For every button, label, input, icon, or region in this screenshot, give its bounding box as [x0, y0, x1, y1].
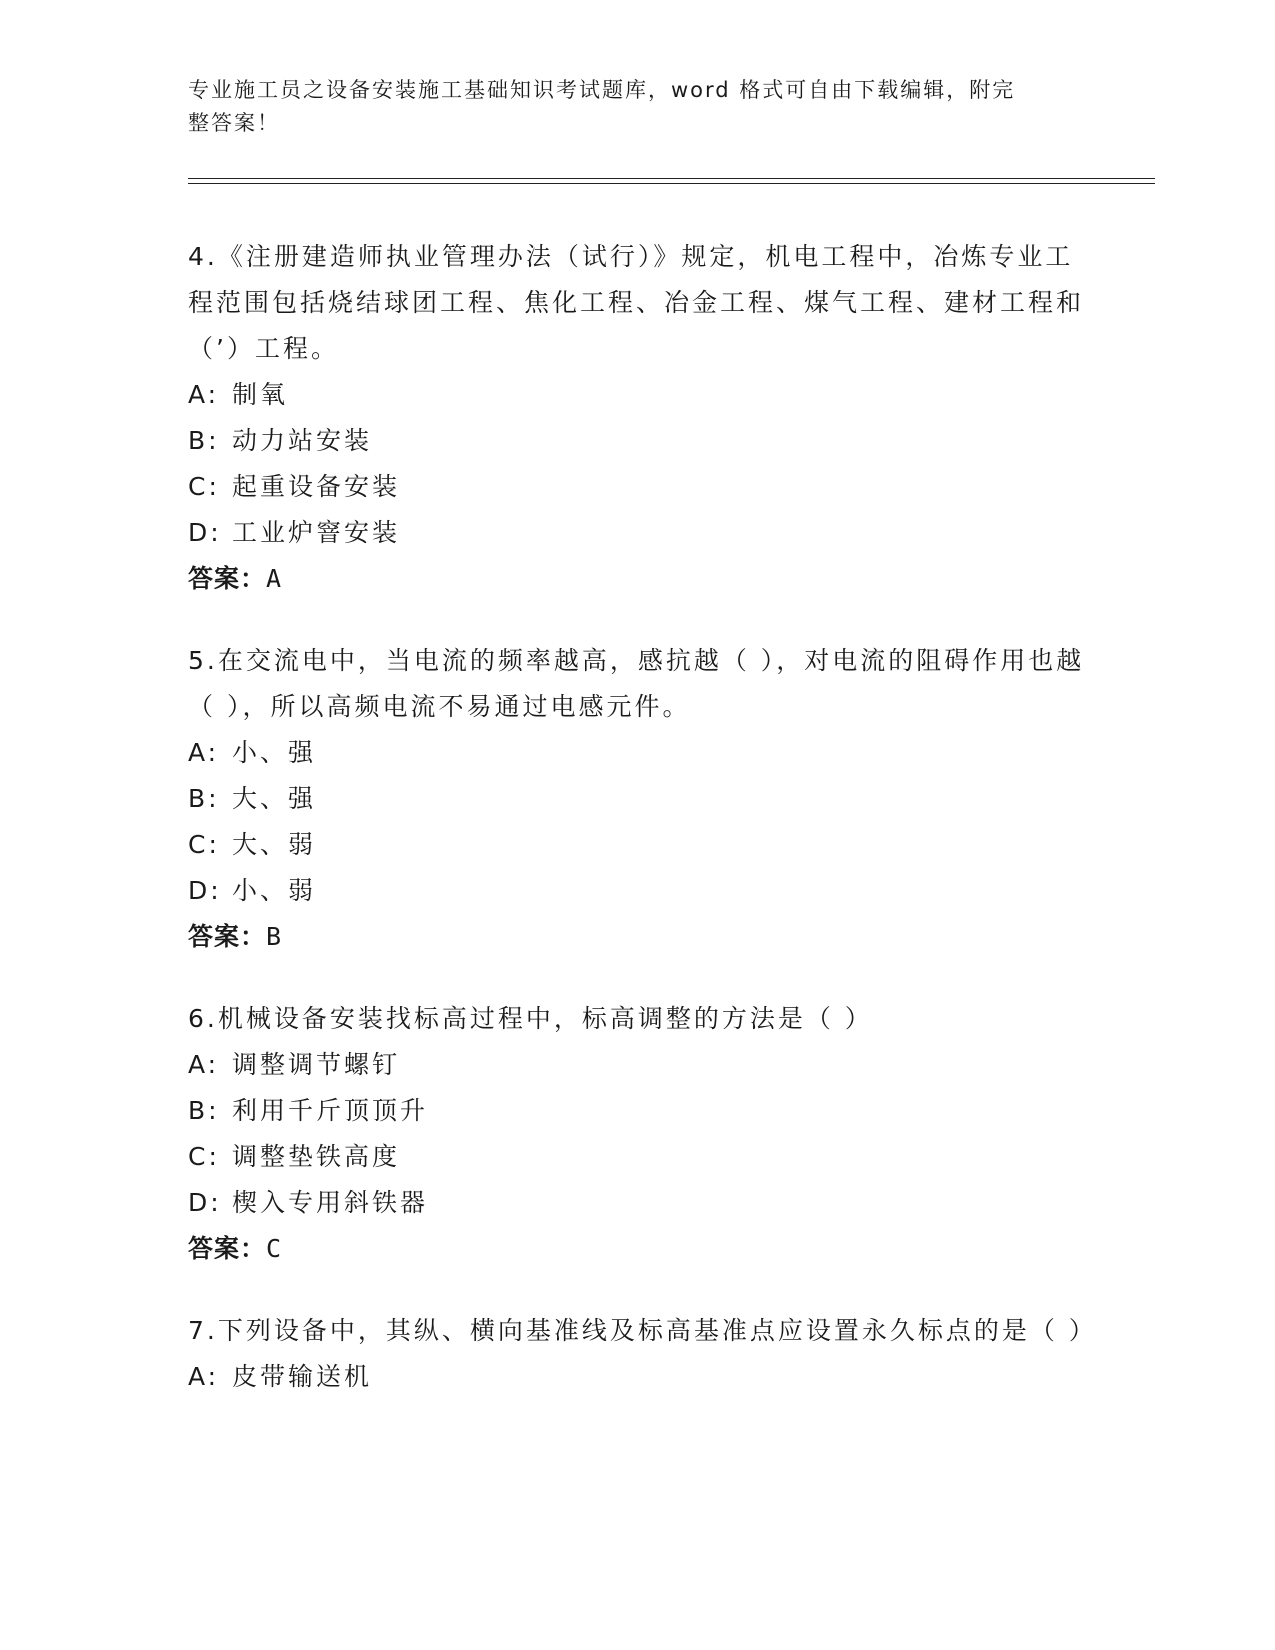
- question-text: 4.《注册建造师执业管理办法（试行）》规定，机电工程中，冶炼专业工程范围包括烧结球团工程、焦化工程、冶金工程、煤气工程、建材工程和（’）工程。: [188, 242, 1085, 363]
- answer-line: [188, 914, 1088, 960]
- option-text: 皮带输送机: [232, 1362, 373, 1391]
- option-text: 大、弱: [232, 830, 317, 859]
- answer-line: [188, 556, 1088, 602]
- answer-value: A: [266, 564, 283, 593]
- option-text: 调整调节螺钉: [232, 1050, 401, 1079]
- answer-label: 答案：: [188, 564, 267, 593]
- option-c: [188, 1134, 1088, 1180]
- answer-label: 答案：: [188, 922, 267, 951]
- option-letter: B:: [188, 1096, 220, 1125]
- question-list: [188, 234, 1097, 1436]
- answer-value: C: [266, 1234, 283, 1263]
- option-text: 小、强: [232, 738, 317, 767]
- header-line-2: 整答案！: [188, 111, 280, 135]
- option-a: [188, 1042, 1088, 1088]
- answer-value: B: [266, 922, 283, 951]
- option-c: [188, 822, 1088, 868]
- option-text: 制氧: [232, 380, 289, 409]
- option-a: [188, 372, 1088, 418]
- option-text: 调整垫铁高度: [232, 1142, 401, 1171]
- option-letter: C:: [188, 472, 220, 501]
- option-letter: D:: [188, 1188, 222, 1217]
- document-header: [188, 74, 1068, 140]
- option-a: [188, 730, 1088, 776]
- option-text: 利用千斤顶顶升: [232, 1096, 429, 1125]
- option-letter: B:: [188, 784, 220, 813]
- option-letter: A:: [188, 738, 220, 767]
- option-letter: C:: [188, 1142, 220, 1171]
- question-text: 6.机械设备安装找标高过程中，标高调整的方法是（ ）: [188, 1004, 873, 1033]
- question-6: [188, 996, 1088, 1272]
- option-text: 楔入专用斜铁器: [232, 1188, 429, 1217]
- header-line-1: 专业施工员之设备安装施工基础知识考试题库，word 格式可自由下载编辑，附完: [188, 78, 1016, 102]
- option-text: 大、强: [232, 784, 317, 813]
- option-letter: A:: [188, 1050, 220, 1079]
- option-d: [188, 868, 1088, 914]
- option-b: [188, 1088, 1088, 1134]
- option-b: [188, 418, 1088, 464]
- option-c: [188, 464, 1088, 510]
- option-letter: B:: [188, 426, 220, 455]
- question-text: 7.下列设备中，其纵、横向基准线及标高基准点应设置永久标点的是（ ）: [188, 1316, 1097, 1345]
- question-text: 5.在交流电中，当电流的频率越高，感抗越（ ），对电流的阻碍作用也越（ ），所以高频电流不易通过电感元件。: [188, 646, 1085, 721]
- header-divider-top: [188, 178, 1155, 179]
- answer-line: [188, 1226, 1088, 1272]
- option-text: 动力站安装: [232, 426, 373, 455]
- option-d: [188, 1180, 1088, 1226]
- option-d: [188, 510, 1088, 556]
- option-text: 小、弱: [232, 876, 317, 905]
- option-letter: C:: [188, 830, 220, 859]
- option-letter: A:: [188, 380, 220, 409]
- answer-label: 答案：: [188, 1234, 267, 1263]
- option-text: 工业炉窨安装: [232, 518, 401, 547]
- option-text: 起重设备安装: [232, 472, 401, 501]
- option-a: [188, 1354, 1088, 1400]
- option-letter: A:: [188, 1362, 220, 1391]
- option-letter: D:: [188, 518, 222, 547]
- header-divider-bottom: [188, 183, 1155, 184]
- option-letter: D:: [188, 876, 222, 905]
- question-7: [188, 1308, 1097, 1400]
- question-4: [188, 234, 1088, 602]
- question-5: [188, 638, 1088, 960]
- option-b: [188, 776, 1088, 822]
